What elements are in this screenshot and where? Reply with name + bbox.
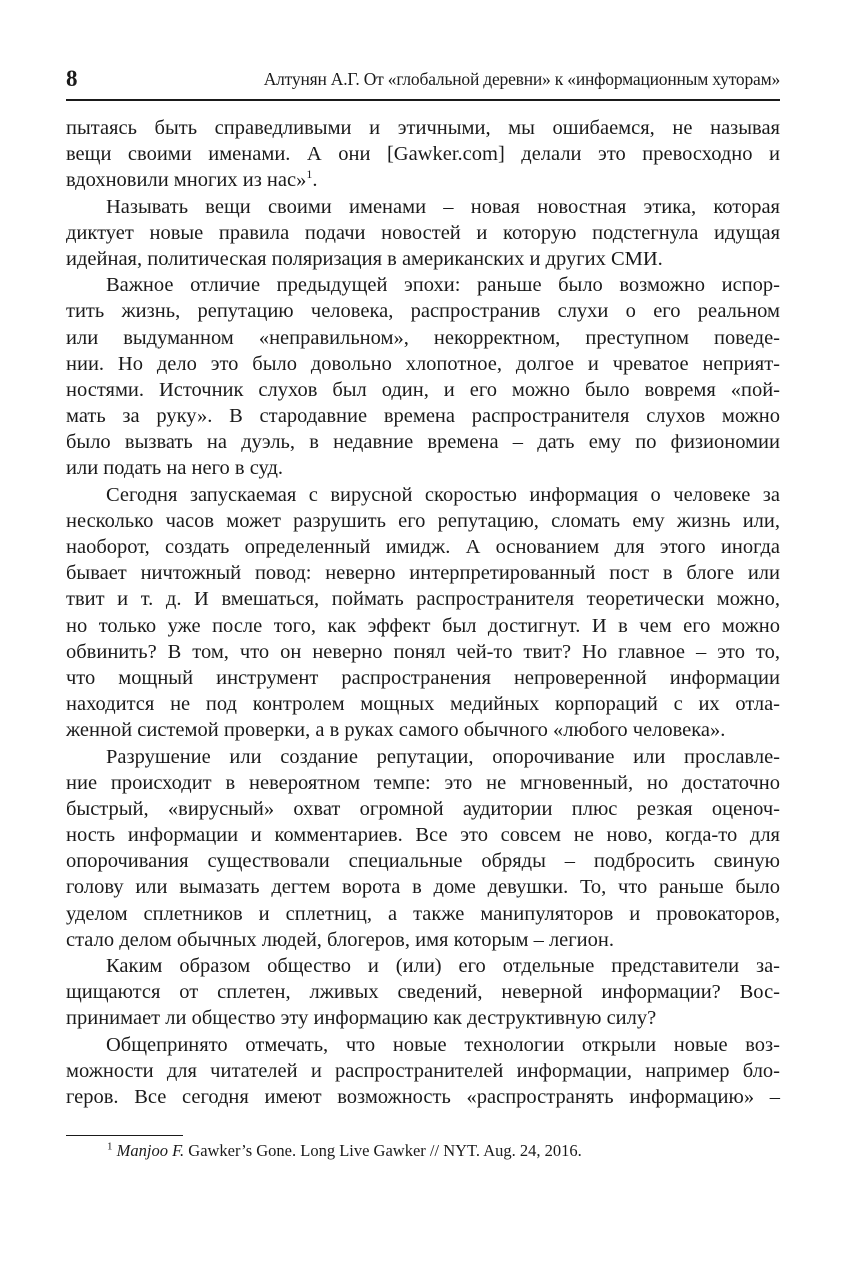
text-line: принимает ли общество эту информацию как деструктивную силу? [66, 1007, 657, 1030]
footnote-divider [66, 1135, 183, 1136]
text-line: Каким образом общество и (или) его отдельные представители за- [106, 955, 780, 977]
text-line: можности для читателей и распространителей информации, например бло- [66, 1059, 780, 1082]
footnote-reference[interactable]: 1 [306, 167, 313, 182]
header-divider [66, 99, 780, 101]
text-line: находится не под контролем мощных медийных корпораций с их отла- [66, 693, 780, 716]
running-header [66, 66, 780, 94]
running-title: Алтунян А.Г. От «глобальной деревни» к «информационным хуторам» [263, 69, 780, 89]
text-line: нии. Но дело это было довольно хлопотное, долгое и чреватое неприят- [66, 352, 780, 375]
text-line: пытаясь быть справедливыми и этичными, мы ошибаемся, не называя [66, 117, 780, 139]
paragraph [66, 115, 780, 194]
text-line: стало делом обычных людей, блогеров, имя которым – легион. [66, 928, 614, 951]
text-line: вдохновили многих из нас»$^1$. [66, 167, 318, 192]
text-line: было вызвать на дуэль, в недавние времена – дать ему по физиономии [66, 431, 780, 454]
paragraph [66, 272, 780, 482]
text-line: Называть вещи своими именами – новая новостная этика, которая [106, 195, 780, 218]
text-line: голову или вымазать дегтем ворота в доме девушки. То, что раньше было [66, 876, 780, 899]
text-line: мать за руку». В стародавние времена распространителя слухов можно [66, 405, 780, 428]
text-line: Сегодня запускаемая с вирусной скоростью информация о человеке за [106, 483, 780, 506]
footnote-author: Manjoo F. [116, 1141, 185, 1160]
text-line: опорочивания существовали специальные обряды – подбросить свиную [66, 850, 780, 873]
text-line: обвинить? В том, что он неверно понял чей-то твит? Но главное – это то, [66, 640, 780, 663]
paragraph [66, 744, 780, 954]
body-text [66, 115, 780, 1110]
footnote [107, 1141, 582, 1161]
text-line: твит и т. д. И вмешаться, поймать распространителя теоретически можно, [66, 588, 780, 611]
text-line: диктует новые правила подачи новостей и которую подстегнула идущая [66, 221, 780, 244]
text-line: тить жизнь, репутацию человека, распространив слухи о его реальном [66, 300, 780, 323]
text-line: вещи своими именами. А они [Gawker.com] делали это превосходно и [66, 143, 780, 166]
text-line: идейная, политическая поляризация в американских и других СМИ. [66, 247, 663, 270]
page-number: 8 [66, 66, 78, 91]
paragraph [66, 194, 780, 273]
text-line: щищаются от сплетен, лживых сведений, неверной информации? Вос- [66, 981, 780, 1004]
text-line: Общепринято отмечать, что новые технологии открыли новые воз- [106, 1033, 780, 1056]
text-line: быстрый, «вирусный» охват огромной аудитории плюс резкая оценоч- [66, 797, 780, 820]
text-line: ностями. Источник слухов был один, и его можно было вовремя «пой- [66, 378, 780, 401]
text-line: геров. Все сегодня имеют возможность «распространять информацию» – [66, 1085, 780, 1108]
text-line: бывает ничтожный повод: неверно интерпретированный пост в блоге или [66, 562, 780, 585]
text-line: ние происходит в невероятном темпе: это не мгновенный, но достаточно [66, 771, 780, 794]
text-line: или подать на него в суд. [66, 457, 284, 480]
footnote-text: Gawker’s Gone. Long Live Gawker // NYT. Aug. 24, 2016. [184, 1141, 582, 1160]
text-line: наоборот, создать определенный имидж. А основанием для этого иногда [66, 536, 780, 558]
paragraph [66, 482, 780, 744]
text-line: что мощный инструмент распространения непроверенной информации [66, 666, 780, 689]
text-line: или выдуманном «неправильном», некорректном, преступном поведе- [66, 326, 780, 349]
text-line: женной системой проверки, а в руках самого обычного «любого человека». [66, 719, 726, 742]
text-line: но только уже после того, как эффект был достигнут. И в чем его можно [66, 614, 780, 637]
paragraph [66, 953, 780, 1032]
text-line: несколько часов может разрушить его репутацию, сломать ему жизнь или, [66, 509, 780, 532]
text-line: ность информации и комментариев. Все это совсем не ново, когда-то для [66, 824, 780, 847]
text-line: Разрушение или создание репутации, опорочивание или прославле- [106, 745, 780, 768]
paragraph [66, 1032, 780, 1111]
text-line: Важное отличие предыдущей эпохи: раньше было возможно испор- [106, 274, 780, 297]
footnote-number: 1 [107, 1140, 113, 1153]
text-line: уделом сплетников и сплетниц, а также манипуляторов и провокаторов, [66, 902, 780, 925]
